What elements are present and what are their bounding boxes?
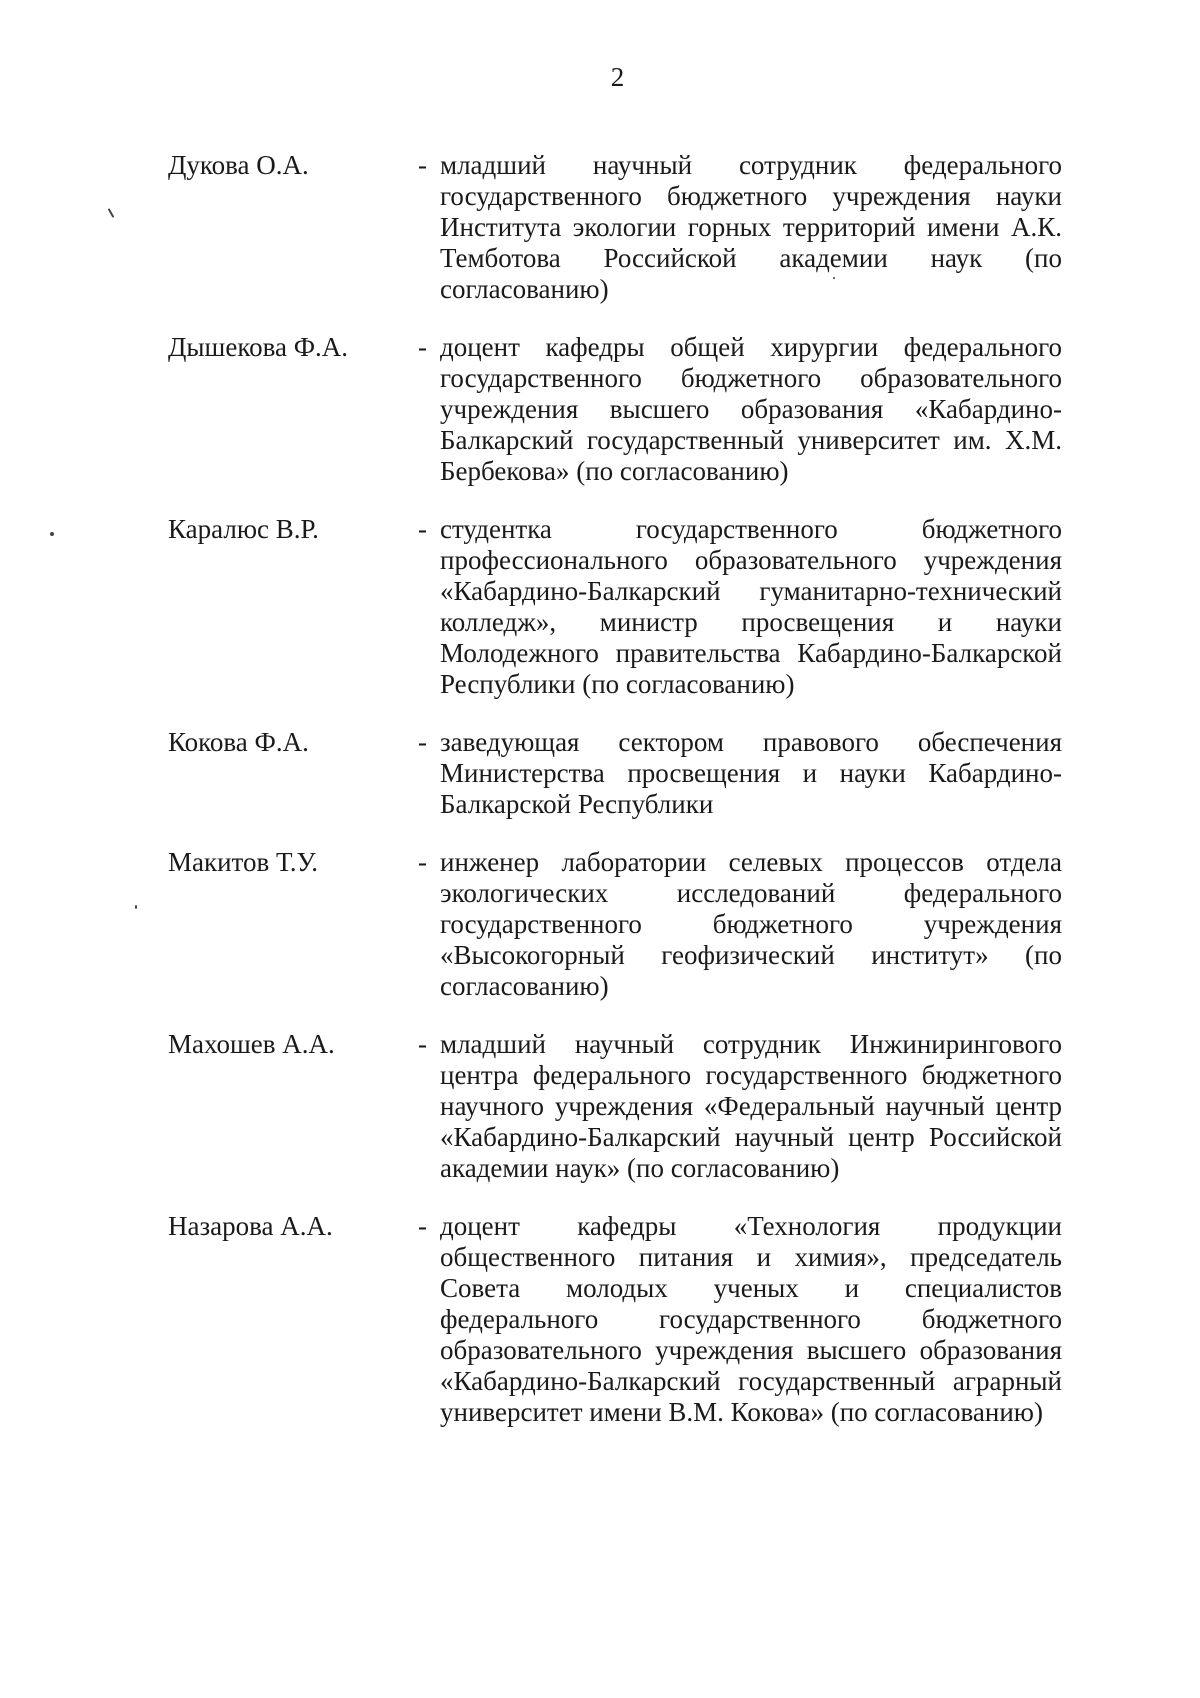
members-list [168,150,1068,1455]
list-item [168,514,1068,700]
member-name: Каралюс В.Р. [168,514,319,544]
member-name: Дышекова Ф.А. [168,332,349,362]
dash-separator: - [418,514,427,544]
list-item [168,847,1068,1002]
scan-speck [833,277,835,279]
member-name: Макитов Т.У. [168,847,319,877]
list-item [168,332,1068,487]
member-description: доцент кафедры общей хирургии федерального государственного бюджетного образовательного учреждения высшего образования «Кабардино-Балкарский государственный университет им. Х.М. Бербекова» (по согласованию) [440,332,1062,486]
member-description: младший научный сотрудник Инжинирингового центра федерального государственного бюджетного научного учреждения «Федеральный научный центр «Кабардино-Балкарский научный центр Российской академии наук» (по согласованию) [440,1029,1062,1183]
scan-speck [135,905,137,909]
list-item [168,727,1068,820]
list-item [168,1029,1068,1184]
dash-separator: - [418,332,427,362]
member-description: заведующая сектором правового обеспечения Министерства просвещения и науки Кабардино-Балкарской Республики [440,727,1062,819]
dash-separator: - [418,727,427,757]
scan-speck [50,532,54,536]
member-name: Кокова Ф.А. [168,727,309,757]
scan-speck [108,208,115,218]
member-description: доцент кафедры «Технология продукции общественного питания и химия», председатель Совета молодых ученых и специалистов федерального государственного бюджетного образовательного учреждения высшего образования «Кабардино-Балкарский государственный аграрный университет имени В.М. Кокова» (по согласованию) [440,1211,1062,1427]
dash-separator: - [418,1211,427,1241]
dash-separator: - [418,150,427,180]
member-description: студентка государственного бюджетного профессионального образовательного учреждения «Кабардино-Балкарский гуманитарно-технический колледж», министр просвещения и науки Молодежного правительства Кабардино-Балкарской Республики (по согласованию) [440,514,1062,699]
list-item [168,1211,1068,1428]
member-name: Дукова О.А. [168,150,309,180]
member-description: инженер лаборатории селевых процессов отдела экологических исследований федерального государственного бюджетного учреждения «Высокогорный геофизический институт» (по согласованию) [440,847,1062,1001]
member-description: младший научный сотрудник федерального государственного бюджетного учреждения науки Института экологии горных территорий имени А.К. Темботова Российской академии наук (по согласованию) [440,150,1062,304]
member-name: Махошев А.А. [168,1029,335,1059]
dash-separator: - [418,1029,427,1059]
dash-separator: - [418,847,427,877]
member-name: Назарова А.А. [168,1211,333,1241]
page-number: 2 [610,62,625,92]
list-item [168,150,1068,305]
